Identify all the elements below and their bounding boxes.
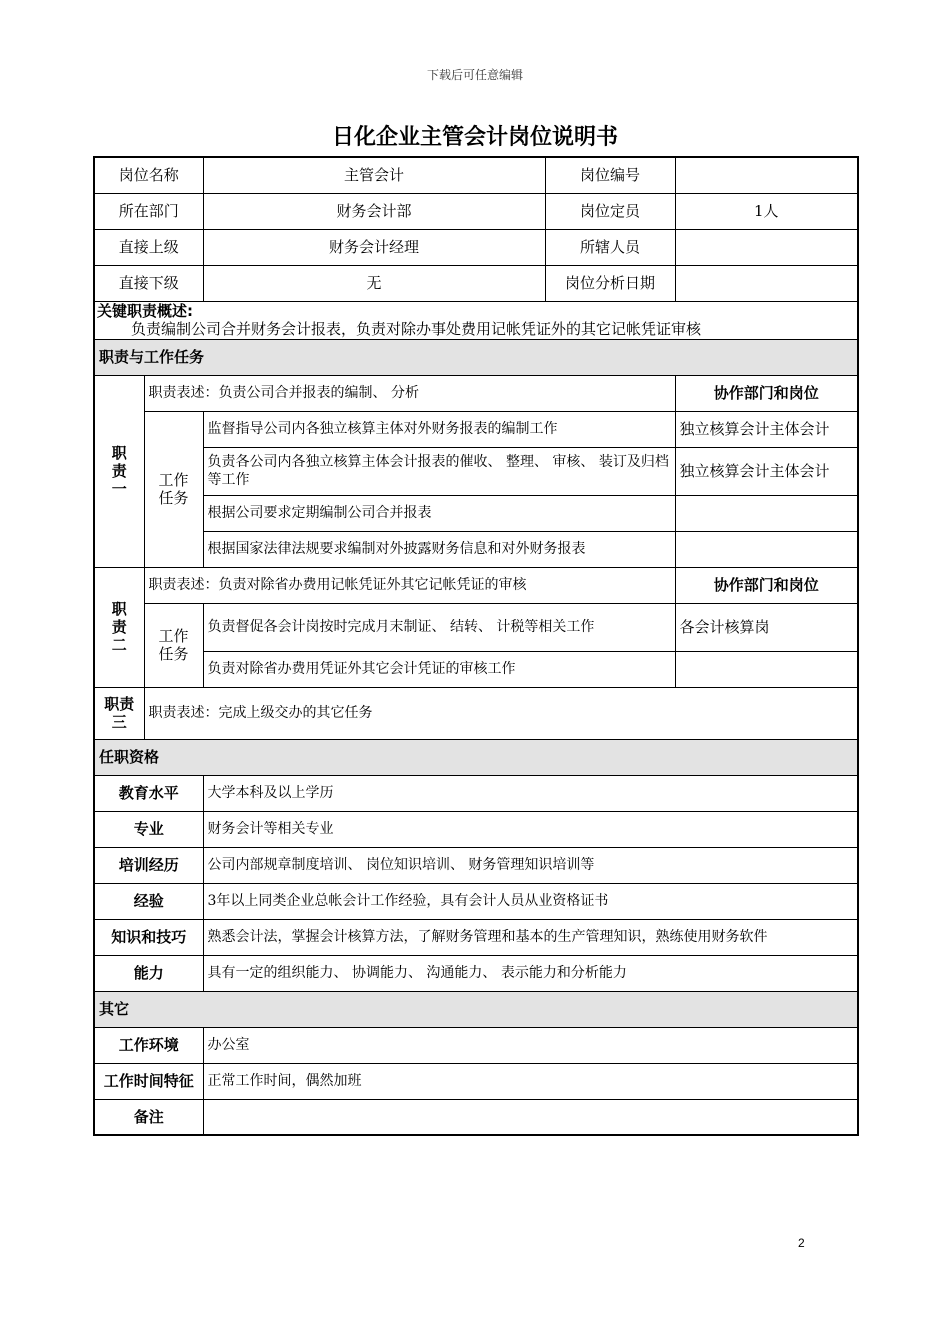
position-name-label: 岗位名称 (94, 157, 203, 193)
duty-2-task-2-collab (675, 651, 858, 687)
knowledge-label: 知识和技巧 (94, 919, 203, 955)
duty-3-label: 职责三 (94, 687, 144, 739)
department-label: 所在部门 (94, 193, 203, 229)
analysis-date-label: 岗位分析日期 (545, 265, 675, 301)
work-hours-label: 工作时间特征 (94, 1063, 203, 1099)
duties-section-title: 职责与工作任务 (94, 339, 858, 375)
document-title: 日化企业主管会计岗位说明书 (331, 125, 618, 150)
duty-1-collab-header: 协作部门和岗位 (675, 375, 858, 411)
duty-3-description: 职责表述：完成上级交办的其它任务 (144, 687, 858, 739)
duty-2-label: 职责二 (94, 567, 144, 687)
work-hours-value: 正常工作时间，偶然加班 (203, 1063, 858, 1099)
key-summary-text: 负责编制公司合并财务会计报表，负责对除办事处费用记帐凭证外的其它记帐凭证审核 (131, 320, 702, 338)
remarks-label: 备注 (94, 1099, 203, 1135)
duty-1-task-2-collab: 独立核算会计主体会计 (675, 447, 858, 495)
position-name-value: 主管会计 (203, 157, 545, 193)
qualifications-title: 任职资格 (94, 739, 858, 775)
work-environment-label: 工作环境 (94, 1027, 203, 1063)
knowledge-value: 熟悉会计法，掌握会计核算方法，了解财务管理和基本的生产管理知识，熟练使用财务软件 (203, 919, 858, 955)
other-title: 其它 (94, 991, 858, 1027)
duty-1-task-4: 根据国家法律法规要求编制对外披露财务信息和对外财务报表 (203, 531, 675, 567)
ability-value: 具有一定的组织能力、 协调能力、 沟通能力、 表示能力和分析能力 (203, 955, 858, 991)
education-value: 大学本科及以上学历 (203, 775, 858, 811)
duty-2-tasks-label: 工作任务 (144, 603, 203, 687)
duty-1-task-1-collab: 独立核算会计主体会计 (675, 411, 858, 447)
duty-1-task-4-collab (675, 531, 858, 567)
major-value: 财务会计等相关专业 (203, 811, 858, 847)
header-note: 下载后可任意编辑 (426, 68, 523, 82)
experience-label: 经验 (94, 883, 203, 919)
duty-1-description: 职责表述：负责公司合并报表的编制、 分析 (144, 375, 675, 411)
training-value: 公司内部规章制度培训、 岗位知识培训、 财务管理知识培训等 (203, 847, 858, 883)
analysis-date-value (675, 265, 858, 301)
headcount-value: 1人 (675, 193, 858, 229)
position-code-value (675, 157, 858, 193)
headcount-label: 岗位定员 (545, 193, 675, 229)
direct-report-label: 直接下级 (94, 265, 203, 301)
direct-report-value: 无 (203, 265, 545, 301)
ability-label: 能力 (94, 955, 203, 991)
position-code-label: 岗位编号 (545, 157, 675, 193)
duty-2-task-2: 负责对除省办费用凭证外其它会计凭证的审核工作 (203, 651, 675, 687)
major-label: 专业 (94, 811, 203, 847)
duty-1-task-3-collab (675, 495, 858, 531)
duty-1-tasks-label: 工作任务 (144, 411, 203, 567)
remarks-value (203, 1099, 858, 1135)
subordinates-label: 所辖人员 (545, 229, 675, 265)
key-summary (94, 301, 858, 339)
duty-2-task-1-collab: 各会计核算岗 (675, 603, 858, 651)
page-number: 2 (798, 1236, 805, 1250)
education-label: 教育水平 (94, 775, 203, 811)
work-environment-value: 办公室 (203, 1027, 858, 1063)
duty-1-label: 职责一 (94, 375, 144, 567)
supervisor-value: 财务会计经理 (203, 229, 545, 265)
duty-1-task-2: 负责各公司内各独立核算主体会计报表的催收、 整理、 审核、 装订及归档等工作 (203, 447, 675, 495)
duty-2-task-1: 负责督促各会计岗按时完成月末制证、 结转、 计税等相关工作 (203, 603, 675, 651)
key-summary-label: 关键职责概述: (97, 302, 193, 320)
subordinates-value (675, 229, 858, 265)
experience-value: 3年以上同类企业总帐会计工作经验，具有会计人员从业资格证书 (203, 883, 858, 919)
duty-1-task-3: 根据公司要求定期编制公司合并报表 (203, 495, 675, 531)
job-description-table (93, 156, 859, 1136)
supervisor-label: 直接上级 (94, 229, 203, 265)
duty-1-task-1: 监督指导公司内各独立核算主体对外财务报表的编制工作 (203, 411, 675, 447)
duty-2-description: 职责表述：负责对除省办费用记帐凭证外其它记帐凭证的审核 (144, 567, 675, 603)
training-label: 培训经历 (94, 847, 203, 883)
department-value: 财务会计部 (203, 193, 545, 229)
duty-2-collab-header: 协作部门和岗位 (675, 567, 858, 603)
